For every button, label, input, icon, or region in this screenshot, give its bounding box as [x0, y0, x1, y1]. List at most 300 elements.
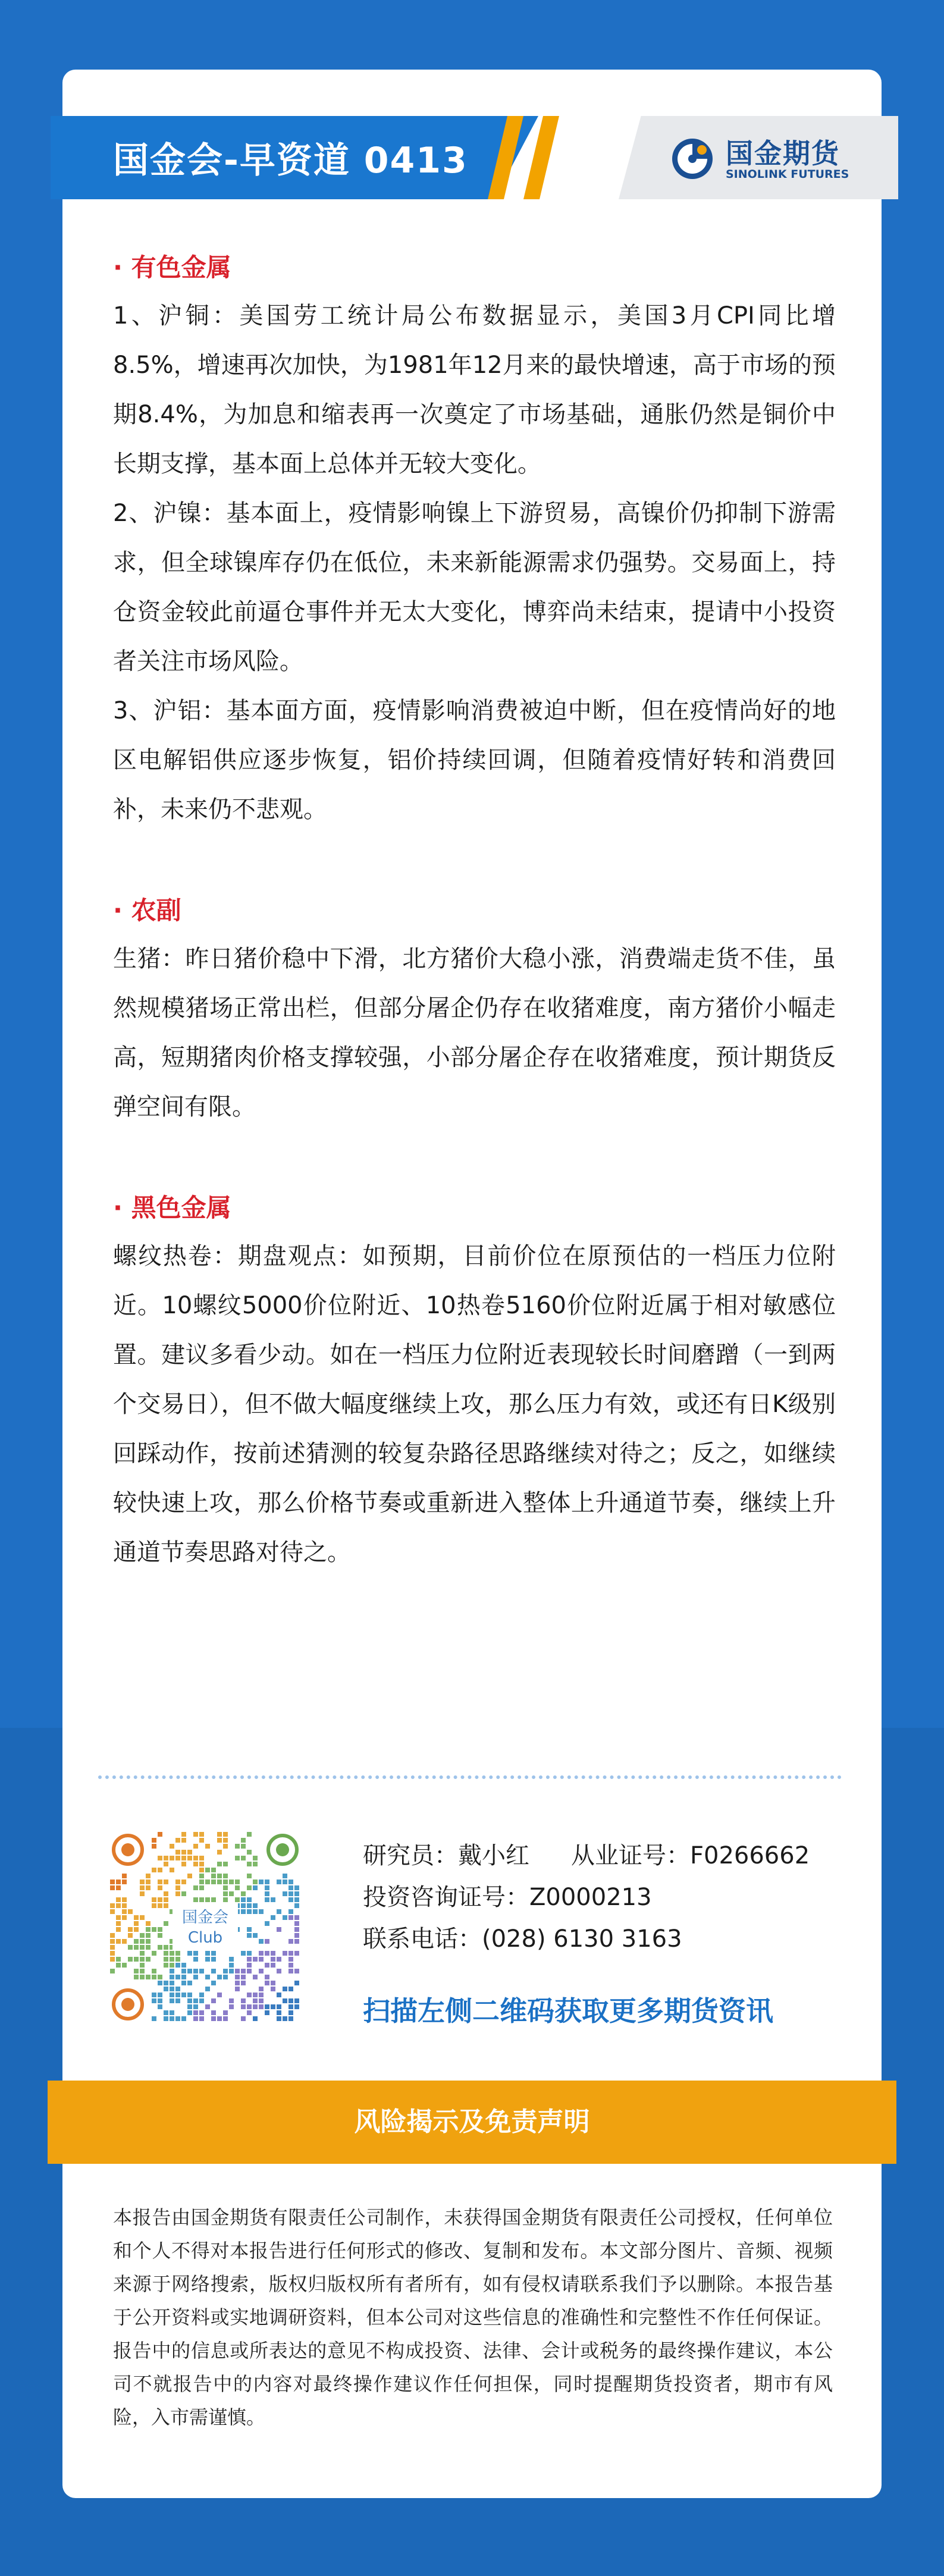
qr-module — [247, 1969, 252, 1973]
qr-module — [259, 1951, 264, 1956]
qr-module — [288, 1891, 293, 1896]
qr-module — [193, 1832, 198, 1837]
qr-module — [211, 1874, 216, 1878]
qr-module — [288, 1939, 293, 1944]
logo-name-en: SINOLINK FUTURES — [726, 168, 849, 181]
qr-module — [217, 1832, 222, 1837]
qr-module — [265, 1880, 269, 1884]
qr-module — [271, 1987, 275, 1991]
qr-module — [211, 1998, 216, 2003]
qr-module — [158, 1945, 162, 1950]
qr-module — [217, 1880, 222, 1884]
qr-module — [283, 1891, 287, 1896]
qr-module — [288, 1885, 293, 1890]
qr-module — [128, 1945, 133, 1950]
qr-module — [253, 1933, 258, 1938]
qr-module — [241, 1969, 246, 1973]
paragraph-copper: 1、沪铜：美国劳工统计局公布数据显示，美国3月CPI同比增8.5%，增速再次加快，为1981年12月来的最快增速，高于市场的预期8.4%，为加息和缩表再一次奠定了市场基础，通胀仍然是铜价中长期支撑，基本面上总体并无较大变化。 — [113, 302, 836, 478]
qr-module — [122, 1909, 127, 1914]
qr-module — [294, 1903, 299, 1908]
phone-label: 联系电话： — [363, 1925, 482, 1953]
qr-module — [122, 1897, 127, 1902]
qr-module — [277, 1969, 281, 1973]
qr-module — [175, 1998, 180, 2003]
section-heading: · 农副 — [113, 896, 181, 925]
qr-module — [134, 1975, 139, 1979]
qr-module — [152, 1897, 156, 1902]
qr-module — [134, 1945, 139, 1950]
qr-module — [187, 1874, 192, 1878]
qr-module — [265, 1939, 269, 1944]
qr-module — [110, 1903, 115, 1908]
qr-module — [116, 1897, 121, 1902]
qr-module — [158, 1927, 162, 1932]
qr-module — [259, 2004, 264, 2009]
qr-module — [181, 1862, 186, 1866]
qr-module — [110, 1951, 115, 1956]
qr-module — [277, 2010, 281, 2015]
qr-module — [211, 1868, 216, 1872]
qr-module — [205, 1975, 210, 1979]
qr-module — [241, 1903, 246, 1908]
qr-module — [283, 1951, 287, 1956]
qr-module — [294, 1951, 299, 1956]
qr-module — [277, 1927, 281, 1932]
qr-module — [187, 2010, 192, 2015]
page-title: 国金会-早资道 0413 — [113, 140, 468, 181]
qr-module — [199, 1885, 204, 1890]
qr-module — [170, 1844, 174, 1849]
qr-module — [175, 2016, 180, 2021]
section-nonferrous — [113, 244, 836, 834]
qr-module — [247, 1885, 252, 1890]
qr-module — [175, 1951, 180, 1956]
qr-module — [146, 1885, 150, 1890]
qr-module — [223, 1897, 228, 1902]
qr-module — [223, 1838, 228, 1843]
qr-module — [181, 1856, 186, 1860]
section-heading: · 黑色金属 — [113, 1193, 231, 1222]
qr-module — [223, 1969, 228, 1973]
qr-module — [175, 1891, 180, 1896]
qr-module — [247, 2010, 252, 2015]
qr-module — [181, 1963, 186, 1968]
qr-module — [199, 1832, 204, 1837]
qr-module — [235, 1897, 240, 1902]
qr-module — [265, 1921, 269, 1926]
logo-name-cn: 国金期货 — [726, 137, 840, 170]
qr-module — [241, 1897, 246, 1902]
qr-module — [110, 1969, 115, 1973]
qr-module — [241, 1998, 246, 2003]
qr-module — [146, 1945, 150, 1950]
qr-module — [235, 1969, 240, 1973]
license-number: F0266662 — [690, 1842, 810, 1869]
qr-module — [181, 1850, 186, 1855]
qr-module — [110, 1880, 115, 1884]
qr-module — [211, 1897, 216, 1902]
qr-module — [193, 1862, 198, 1866]
qr-module — [158, 1856, 162, 1860]
sinolink-logo-icon — [669, 136, 716, 182]
qr-module — [110, 1885, 115, 1890]
qr-module — [235, 1856, 240, 1860]
qr-module — [140, 1880, 145, 1884]
qr-module — [253, 2016, 258, 2021]
qr-module — [288, 2016, 293, 2021]
qr-module — [116, 1927, 121, 1932]
qr-module — [122, 1963, 127, 1968]
section-heading: · 有色金属 — [113, 253, 231, 282]
qr-module — [265, 1963, 269, 1968]
qr-module — [217, 1993, 222, 1997]
qr-module — [235, 1975, 240, 1979]
qr-module — [253, 1880, 258, 1884]
qr-module — [134, 1927, 139, 1932]
qr-module — [170, 1969, 174, 1973]
qr-module — [110, 1909, 115, 1914]
qr-module — [187, 1998, 192, 2003]
qr-module — [181, 1981, 186, 1985]
qr-code-image[interactable] — [110, 1832, 300, 2022]
qr-module — [277, 2004, 281, 2009]
qr-module — [253, 1993, 258, 1997]
qr-module — [259, 1993, 264, 1997]
qr-module — [181, 1993, 186, 1997]
qr-module — [235, 1844, 240, 1849]
qr-module — [134, 1969, 139, 1973]
qr-module — [247, 1993, 252, 1997]
qr-module — [211, 1880, 216, 1884]
qr-module — [288, 1880, 293, 1884]
qr-module — [116, 1921, 121, 1926]
qr-module — [247, 1862, 252, 1866]
qr-module — [247, 1957, 252, 1962]
qr-module — [152, 1844, 156, 1849]
qr-module — [288, 1957, 293, 1962]
qr-module — [271, 1897, 275, 1902]
qr-module — [259, 1998, 264, 2003]
qr-module — [152, 1838, 156, 1843]
qr-module — [211, 1969, 216, 1973]
qr-module — [241, 1909, 246, 1914]
qr-module — [116, 1939, 121, 1944]
qr-module — [158, 1998, 162, 2003]
qr-module — [247, 1963, 252, 1968]
qr-module — [158, 1993, 162, 1997]
qr-module — [223, 1844, 228, 1849]
qr-module — [229, 1880, 234, 1884]
qr-module — [247, 1832, 252, 1837]
qr-module — [259, 1909, 264, 1914]
qr-module — [223, 2010, 228, 2015]
qr-module — [122, 1939, 127, 1944]
qr-module — [199, 2010, 204, 2015]
qr-module — [247, 1850, 252, 1855]
dotted-divider — [98, 1775, 842, 1779]
qr-module — [265, 1951, 269, 1956]
qr-module — [223, 1880, 228, 1884]
qr-module — [140, 1951, 145, 1956]
qr-module — [187, 1951, 192, 1956]
researcher-info — [363, 1835, 810, 1960]
qr-module — [181, 1975, 186, 1979]
researcher-label: 研究员： — [363, 1842, 458, 1869]
qr-module — [205, 1897, 210, 1902]
qr-module — [187, 2004, 192, 2009]
qr-module — [175, 1957, 180, 1962]
qr-module — [265, 2010, 269, 2015]
qr-module — [164, 2016, 168, 2021]
qr-module — [265, 2004, 269, 2009]
qr-module — [193, 1856, 198, 1860]
qr-module — [152, 1868, 156, 1872]
qr-module — [193, 1969, 198, 1973]
qr-module — [253, 1885, 258, 1890]
qr-module — [164, 2010, 168, 2015]
risk-title: 风险揭示及免责声明 — [354, 2107, 590, 2137]
qr-module — [187, 1993, 192, 1997]
qr-module — [288, 2010, 293, 2015]
qr-module — [199, 2016, 204, 2021]
qr-module — [223, 2016, 228, 2021]
qr-module — [205, 1844, 210, 1849]
qr-module — [140, 1933, 145, 1938]
qr-module — [164, 1981, 168, 1985]
qr-module — [259, 1987, 264, 1991]
qr-module — [294, 1921, 299, 1926]
qr-module — [265, 1885, 269, 1890]
qr-module — [294, 2004, 299, 2009]
qr-module — [247, 1874, 252, 1878]
qr-module — [146, 1957, 150, 1962]
qr-module — [288, 2004, 293, 2009]
qr-module — [193, 2004, 198, 2009]
qr-module — [235, 1981, 240, 1985]
qr-module — [283, 2016, 287, 2021]
qr-module — [140, 1969, 145, 1973]
qr-module — [277, 1880, 281, 1884]
qr-module — [122, 1880, 127, 1884]
qr-module — [211, 1981, 216, 1985]
qr-module — [146, 1921, 150, 1926]
qr-module — [229, 1998, 234, 2003]
qr-module — [253, 1856, 258, 1860]
qr-module — [158, 2004, 162, 2009]
paragraph-rebar-hrc: 螺纹热卷：期盘观点：如预期，目前价位在原预估的一档压力位附近。10螺纹5000价位附近、10热卷5160价位附近属于相对敏感位置。建议多看少动。如在一档压力位附近表现较长时间磨蹭（一到两个交易日），但不做大幅度继续上攻，那么压力有效，或还有日K级别回踩动作，按前述猜测的较复杂路径思路继续对待之；反之，如继续较快速上攻，那么价格节奏或重新进入整体上升通道节奏，继续上升通道节奏思路对待之。 — [113, 1242, 836, 1566]
qr-module — [294, 1969, 299, 1973]
qr-module — [241, 1951, 246, 1956]
qr-module — [193, 1975, 198, 1979]
qr-module — [152, 1903, 156, 1908]
qr-module — [247, 1897, 252, 1902]
qr-module — [253, 1903, 258, 1908]
qr-module — [116, 1885, 121, 1890]
qr-module — [294, 1927, 299, 1932]
consult-license-label: 投资咨询证号： — [363, 1884, 529, 1911]
qr-module — [128, 1933, 133, 1938]
qr-module — [253, 1957, 258, 1962]
qr-module — [170, 1975, 174, 1979]
qr-module — [259, 1969, 264, 1973]
qr-module — [134, 1939, 139, 1944]
qr-module — [229, 1969, 234, 1973]
qr-module — [140, 1963, 145, 1968]
qr-module — [164, 1880, 168, 1884]
qr-module — [223, 1885, 228, 1890]
qr-module — [187, 1981, 192, 1985]
qr-module — [170, 1957, 174, 1962]
qr-module — [128, 1909, 133, 1914]
qr-module — [253, 1975, 258, 1979]
qr-module — [277, 2016, 281, 2021]
qr-module — [116, 1880, 121, 1884]
qr-module — [247, 2004, 252, 2009]
qr-module — [110, 1945, 115, 1950]
qr-module — [247, 1903, 252, 1908]
qr-module — [199, 1880, 204, 1884]
qr-module — [170, 1987, 174, 1991]
qr-module — [158, 1880, 162, 1884]
qr-module — [294, 1891, 299, 1896]
qr-module — [146, 1880, 150, 1884]
qr-module — [217, 1838, 222, 1843]
qr-module — [146, 1939, 150, 1944]
qr-module — [241, 2004, 246, 2009]
qr-module — [229, 1891, 234, 1896]
qr-module — [199, 1856, 204, 1860]
qr-module — [294, 1885, 299, 1890]
qr-module — [140, 1939, 145, 1944]
qr-module — [223, 1874, 228, 1878]
qr-module — [152, 1975, 156, 1979]
qr-module — [283, 1987, 287, 1991]
qr-module — [265, 1981, 269, 1985]
qr-module — [175, 1850, 180, 1855]
qr-module — [146, 1933, 150, 1938]
paragraph-aluminum: 3、沪铝：基本面方面，疫情影响消费被迫中断，但在疫情尚好的地区电解铝供应逐步恢复，铝价持续回调，但随着疫情好转和消费回补，未来仍不悲观。 — [113, 697, 836, 823]
qr-module — [164, 1856, 168, 1860]
qr-module — [223, 1862, 228, 1866]
qr-module — [164, 1945, 168, 1950]
qr-module — [122, 1915, 127, 1920]
qr-module — [211, 1957, 216, 1962]
qr-module — [164, 1987, 168, 1991]
qr-module — [181, 1838, 186, 1843]
qr-module — [211, 1951, 216, 1956]
qr-module — [175, 1975, 180, 1979]
qr-module — [164, 1903, 168, 1908]
qr-module — [205, 1880, 210, 1884]
qr-module — [170, 1856, 174, 1860]
qr-module — [158, 1981, 162, 1985]
qr-module — [193, 1897, 198, 1902]
qr-module — [241, 1981, 246, 1985]
qr-module — [146, 1927, 150, 1932]
qr-module — [181, 1880, 186, 1884]
qr-module — [235, 1880, 240, 1884]
qr-module — [193, 1957, 198, 1962]
qr-module — [259, 1939, 264, 1944]
qr-module — [122, 1903, 127, 1908]
qr-module — [116, 1903, 121, 1908]
qr-module — [170, 1981, 174, 1985]
qr-module — [134, 1915, 139, 1920]
qr-module — [158, 1903, 162, 1908]
qr-module — [170, 2010, 174, 2015]
qr-module — [175, 1885, 180, 1890]
qr-module — [288, 1909, 293, 1914]
qr-module — [229, 1963, 234, 1968]
qr-module — [288, 1969, 293, 1973]
qr-module — [158, 1832, 162, 1837]
qr-module — [140, 1885, 145, 1890]
qr-module — [259, 1957, 264, 1962]
qr-module — [152, 2016, 156, 2021]
qr-module — [199, 1969, 204, 1973]
qr-module — [199, 1993, 204, 1997]
qr-module — [271, 1957, 275, 1962]
qr-module — [152, 1951, 156, 1956]
qr-module — [158, 1868, 162, 1872]
qr-module — [164, 1921, 168, 1926]
qr-module — [146, 1874, 150, 1878]
qr-module — [175, 1987, 180, 1991]
qr-module — [235, 1885, 240, 1890]
qr-module — [146, 1975, 150, 1979]
qr-module — [211, 2016, 216, 2021]
qr-module — [140, 1975, 145, 1979]
qr-module — [241, 1844, 246, 1849]
qr-module — [223, 1891, 228, 1896]
qr-module — [199, 1838, 204, 1843]
qr-module — [217, 1850, 222, 1855]
qr-module — [181, 2016, 186, 2021]
qr-module — [235, 1987, 240, 1991]
qr-module — [199, 1868, 204, 1872]
qr-module — [247, 1933, 252, 1938]
qr-module — [187, 1969, 192, 1973]
qr-module — [294, 1939, 299, 1944]
qr-module — [170, 1868, 174, 1872]
qr-module — [253, 1998, 258, 2003]
phone-number[interactable]: (028) 6130 3163 — [482, 1925, 682, 1953]
qr-module — [265, 1975, 269, 1979]
qr-module — [241, 1838, 246, 1843]
qr-module — [181, 1891, 186, 1896]
qr-module — [294, 1998, 299, 2003]
qr-module — [187, 1850, 192, 1855]
qr-module — [288, 1897, 293, 1902]
qr-module — [122, 1874, 127, 1878]
qr-module — [175, 1963, 180, 1968]
qr-module — [229, 1957, 234, 1962]
qr-module — [271, 1981, 275, 1985]
qr-module — [265, 1891, 269, 1896]
qr-module — [241, 1975, 246, 1979]
qr-module — [116, 1957, 121, 1962]
qr-module — [217, 2016, 222, 2021]
qr-module — [271, 2004, 275, 2009]
qr-module — [294, 1897, 299, 1902]
qr-module — [110, 1957, 115, 1962]
qr-module — [110, 1933, 115, 1938]
qr-module — [265, 1897, 269, 1902]
scan-qr-cta: 扫描左侧二维码获取更多期货资讯 — [363, 1995, 773, 2027]
qr-module — [175, 1856, 180, 1860]
qr-module — [158, 1885, 162, 1890]
qr-module — [128, 1927, 133, 1932]
